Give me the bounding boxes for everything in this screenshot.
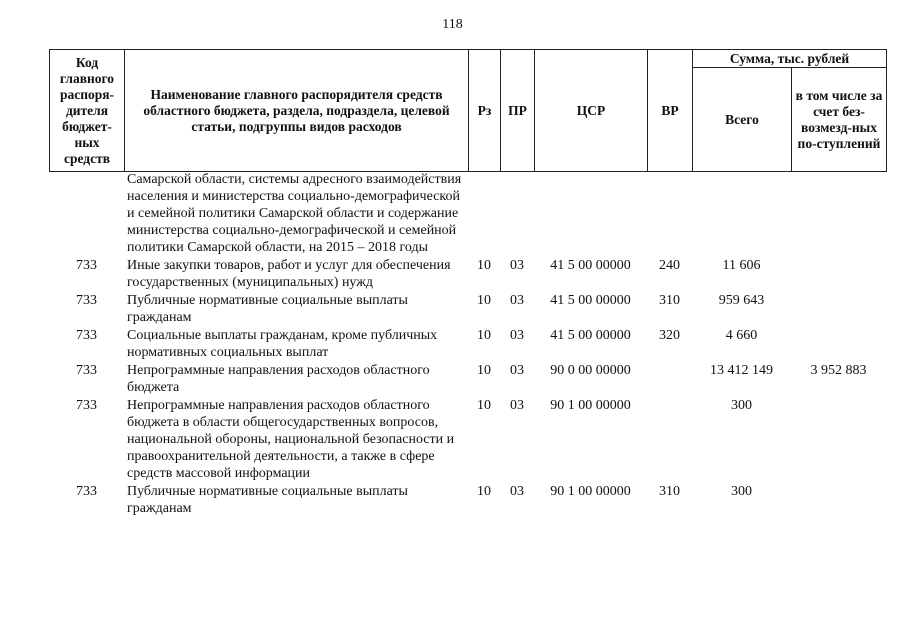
cell-grants (791, 256, 886, 291)
cell-pr: 03 (510, 398, 524, 413)
table-row (49, 171, 886, 256)
table-header (49, 49, 887, 172)
cell-code: 733 (76, 293, 97, 308)
cell-total: 4 660 (725, 328, 758, 343)
cell-name: Непрограммные направления расходов областного бюджета в области общегосударственных вопросов, национальной обороны, национальной безопасности и правоохранительной деятельности, а также в сфере средств массовой информации (127, 398, 455, 481)
header-total: Всего (693, 68, 792, 172)
header-csr: ЦСР (535, 50, 648, 172)
cell-name: Иные закупки товаров, работ и услуг для обеспечения государственных (муниципальных) нужд (127, 258, 451, 290)
cell-csr: 41 5 00 00000 (550, 293, 631, 308)
cell-csr: 41 5 00 00000 (550, 258, 631, 273)
cell-csr: 90 0 00 00000 (550, 363, 631, 378)
table-row (49, 256, 886, 291)
cell-pr: 03 (510, 363, 524, 378)
cell-grants (791, 396, 886, 482)
cell-grants (791, 482, 886, 517)
cell-vr (647, 361, 692, 396)
page-number: 118 (442, 17, 463, 32)
continuation-text: Самарской области, системы адресного взаимодействия населения и министерства социально-демографической и семейной политики Самарской области и содержание министерства социально-демографической и семейной политики Самарской области, на 2015 – 2018 годы (127, 172, 462, 255)
table-body (49, 171, 886, 517)
cell-code: 733 (76, 398, 97, 413)
table-row (49, 326, 886, 361)
cell-pr: 03 (510, 293, 524, 308)
cell-code: 733 (76, 363, 97, 378)
cell-csr: 90 1 00 00000 (550, 398, 631, 413)
header-grants: в том числе за счет без-возмезд-ных по-ступлений (792, 68, 887, 172)
cell-pr: 03 (510, 484, 524, 499)
header-code: Код главного распоря-дителя бюджет-ных средств (50, 50, 125, 172)
header-vr: ВР (648, 50, 693, 172)
header-name: Наименование главного распорядителя средств областного бюджета, раздела, подраздела, целевой статьи, подгруппы видов расходов (125, 50, 469, 172)
cell-vr: 310 (659, 293, 680, 308)
cell-vr: 310 (659, 484, 680, 499)
cell-csr: 41 5 00 00000 (550, 328, 631, 343)
cell-code: 733 (76, 258, 97, 273)
cell-pr: 03 (510, 258, 524, 273)
header-rz: Рз (469, 50, 501, 172)
cell-rz: 10 (477, 398, 491, 413)
cell-csr: 90 1 00 00000 (550, 484, 631, 499)
cell-code: 733 (76, 328, 97, 343)
header-pr: ПР (501, 50, 535, 172)
cell-pr: 03 (510, 328, 524, 343)
cell-total: 11 606 (722, 258, 761, 273)
cell-grants (791, 326, 886, 361)
cell-name: Непрограммные направления расходов областного бюджета (127, 363, 430, 395)
cell-total: 13 412 149 (710, 363, 773, 378)
cell-rz: 10 (477, 328, 491, 343)
cell-name: Публичные нормативные социальные выплаты гражданам (127, 484, 408, 516)
cell-name: Публичные нормативные социальные выплаты гражданам (127, 293, 408, 325)
cell-vr: 240 (659, 258, 680, 273)
cell-total: 300 (731, 484, 752, 499)
table-row (49, 482, 886, 517)
cell-grants: 3 952 883 (810, 363, 867, 378)
cell-rz: 10 (477, 484, 491, 499)
table-row (49, 291, 886, 326)
cell-vr (647, 396, 692, 482)
cell-rz: 10 (477, 258, 491, 273)
cell-rz: 10 (477, 363, 491, 378)
cell-total: 300 (731, 398, 752, 413)
cell-grants (791, 291, 886, 326)
cell-vr: 320 (659, 328, 680, 343)
cell-rz: 10 (477, 293, 491, 308)
table-row (49, 396, 886, 482)
cell-code: 733 (76, 484, 97, 499)
header-sum-group: Сумма, тыс. рублей (693, 50, 887, 68)
cell-total: 959 643 (718, 293, 765, 308)
table-row (49, 361, 886, 396)
cell-name: Социальные выплаты гражданам, кроме публичных нормативных социальных выплат (127, 328, 438, 360)
